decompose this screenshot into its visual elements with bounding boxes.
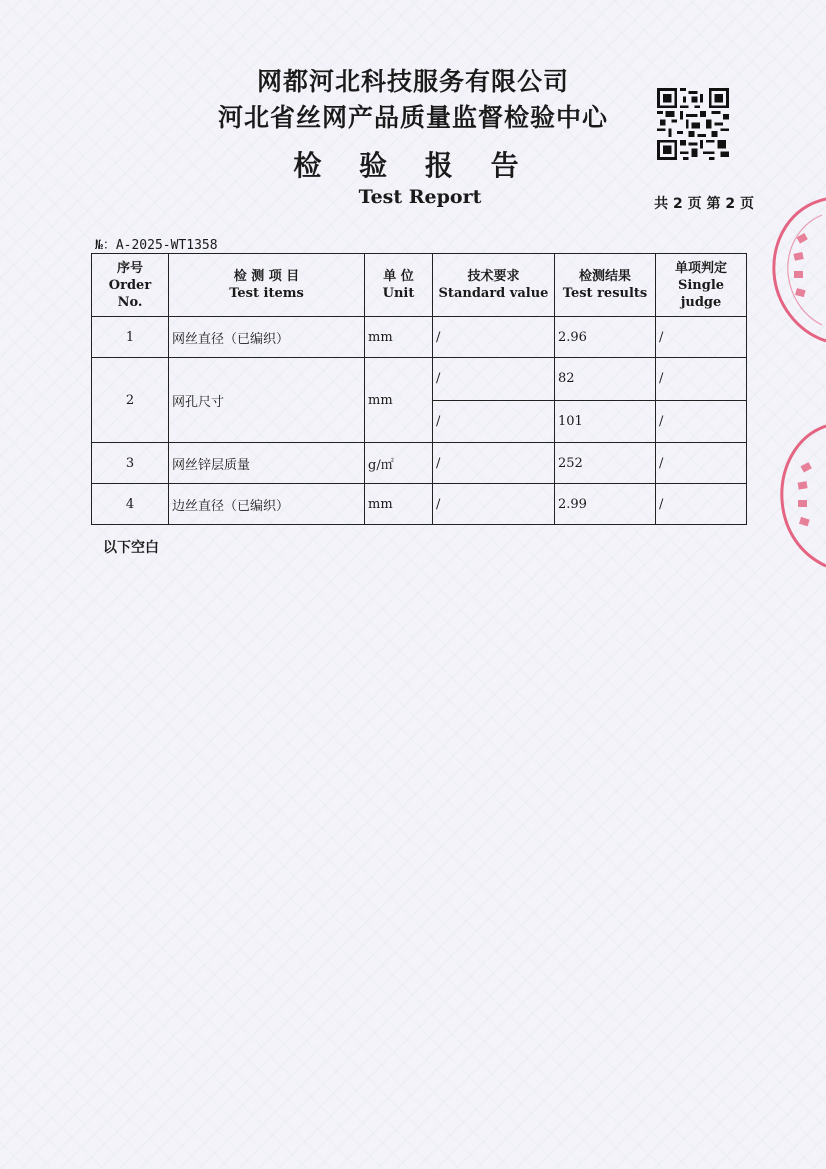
cell-item: 边丝直径（已编织） — [169, 484, 365, 525]
cell-standard: / — [433, 400, 555, 443]
cell-judge: / — [656, 358, 747, 401]
cell-result: 101 — [555, 400, 656, 443]
cell-judge: / — [656, 317, 747, 358]
cell-standard: / — [433, 484, 555, 525]
cell-standard: / — [433, 358, 555, 401]
cell-unit: g/㎡ — [365, 443, 433, 484]
cell-unit: mm — [365, 358, 433, 443]
cell-result: 252 — [555, 443, 656, 484]
cell-judge: / — [656, 400, 747, 443]
column-header-items: 检 测 项 目 Test items — [169, 254, 365, 317]
cell-order: 2 — [92, 358, 169, 443]
cell-result: 2.96 — [555, 317, 656, 358]
cell-order: 1 — [92, 317, 169, 358]
cell-standard: / — [433, 443, 555, 484]
cell-unit: mm — [365, 317, 433, 358]
report-title-en: Test Report — [358, 186, 482, 208]
center-name: 河北省丝网产品质量监督检验中心 — [217, 103, 608, 132]
column-header-standard: 技术要求 Standard value — [433, 254, 555, 317]
table-row — [92, 317, 747, 358]
results-table — [91, 253, 747, 525]
table-row — [92, 484, 747, 525]
column-header-order: 序号 Order No. — [92, 254, 169, 317]
org-name: 网都河北科技服务有限公司 — [256, 67, 569, 96]
table-row — [92, 358, 747, 401]
report-number: №：A-2025-WT1358 — [95, 238, 218, 253]
column-header-judge: 单项判定 Single judge — [656, 254, 747, 317]
end-of-content-note: 以下空白 — [103, 540, 159, 556]
page-indicator: 共 2 页 第 2 页 — [654, 196, 754, 212]
cell-result: 2.99 — [555, 484, 656, 525]
official-seal-icon — [778, 420, 826, 570]
table-header-row — [92, 254, 747, 317]
cell-result: 82 — [555, 358, 656, 401]
cell-item: 网丝直径（已编织） — [169, 317, 365, 358]
cell-order: 3 — [92, 443, 169, 484]
cell-item: 网丝锌层质量 — [169, 443, 365, 484]
column-header-results: 检测结果 Test results — [555, 254, 656, 317]
report-title-cn: 检 验 报 告 — [293, 149, 533, 182]
column-header-unit: 单 位 Unit — [365, 254, 433, 317]
cell-order: 4 — [92, 484, 169, 525]
cell-item: 网孔尺寸 — [169, 358, 365, 443]
cell-unit: mm — [365, 484, 433, 525]
table-row — [92, 443, 747, 484]
cell-standard: / — [433, 317, 555, 358]
cell-judge: / — [656, 484, 747, 525]
official-seal-icon — [770, 195, 826, 345]
cell-judge: / — [656, 443, 747, 484]
